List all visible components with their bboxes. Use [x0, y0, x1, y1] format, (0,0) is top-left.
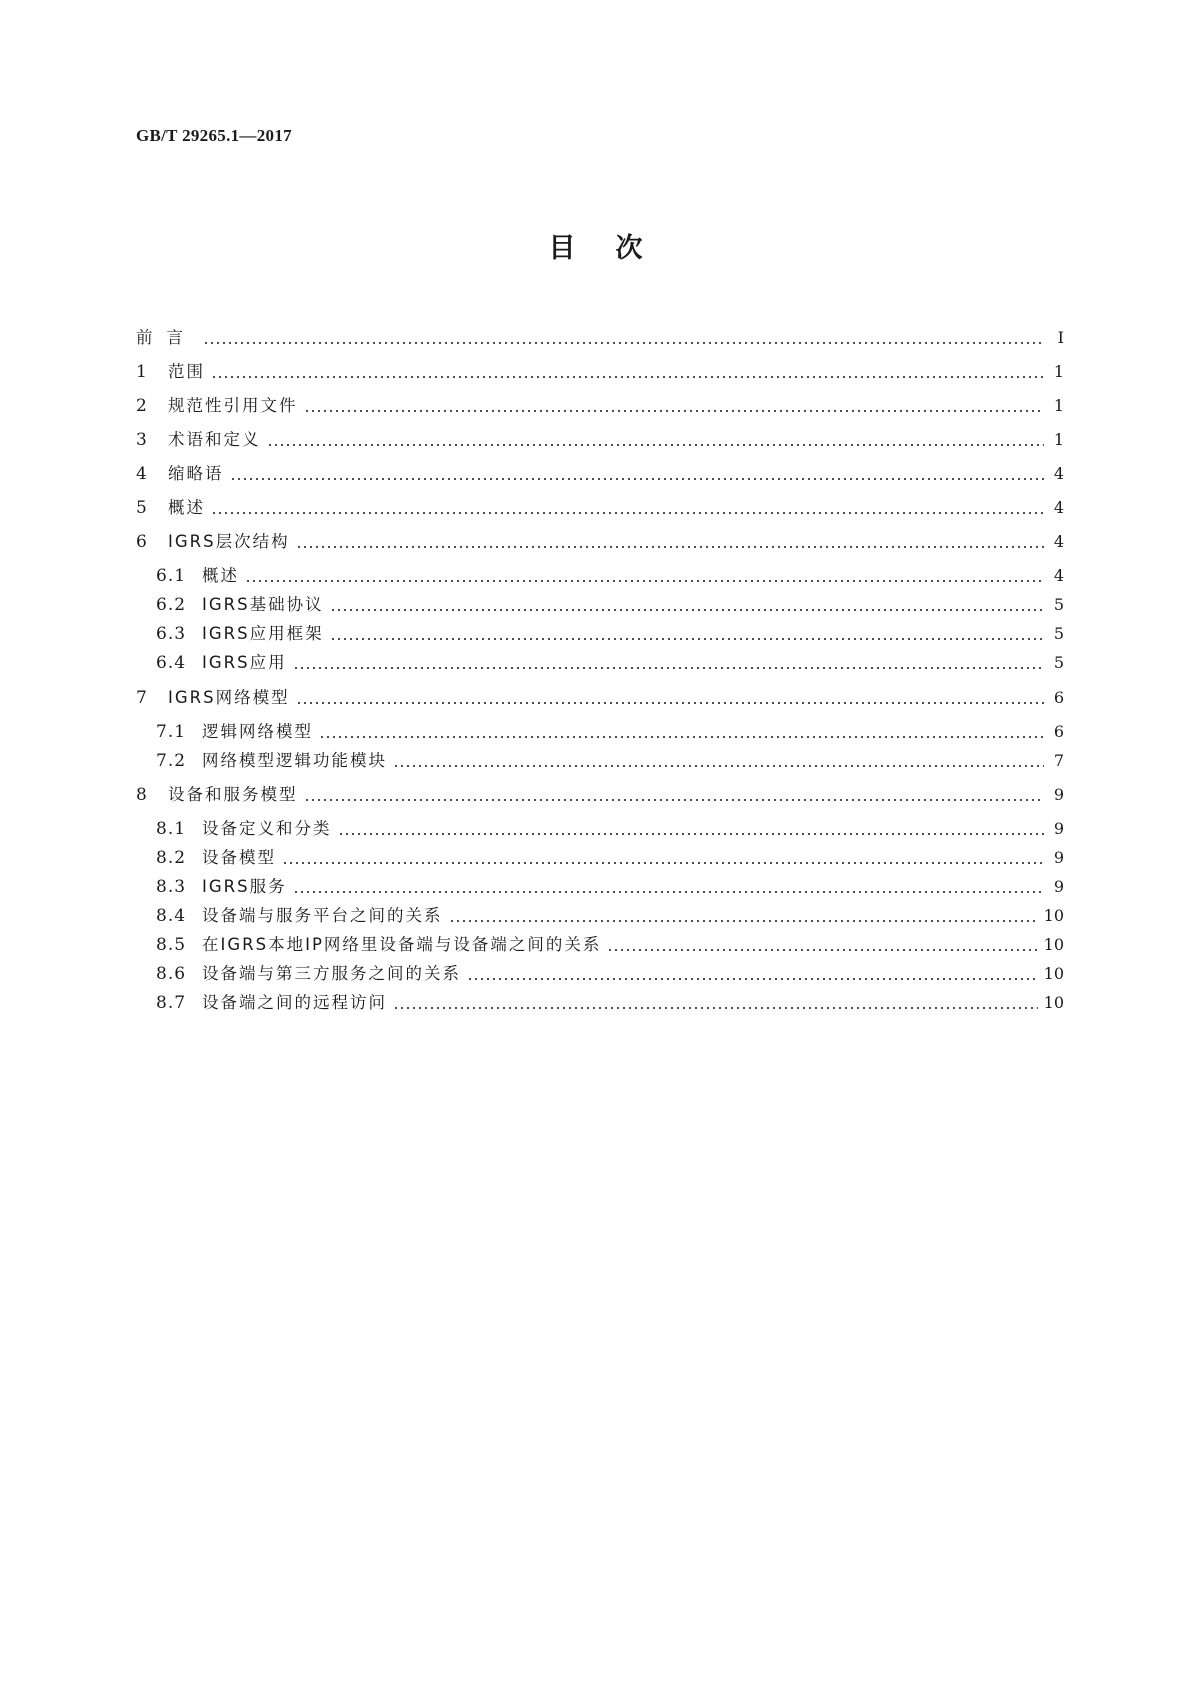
toc-entry-label: IGRS应用: [202, 653, 287, 672]
toc-entry-label: 设备定义和分类: [202, 819, 332, 838]
toc-entry[interactable]: [156, 749, 1064, 773]
toc-entry-page: 4: [1053, 498, 1064, 517]
toc-entry-page: 9: [1053, 848, 1064, 867]
toc-entry-label: 范围: [168, 362, 205, 381]
dot-leader: [393, 765, 1044, 767]
dot-leader: [607, 949, 1037, 951]
toc-entry-label: IGRS网络模型: [168, 688, 290, 707]
toc-entry-number: 6.4: [156, 653, 187, 673]
dot-leader: [338, 833, 1045, 835]
standard-code: GB/T 29265.1—2017: [136, 126, 292, 145]
dot-leader: [449, 920, 1038, 922]
toc-entry-label: 在IGRS本地IP网络里设备端与设备端之间的关系: [202, 935, 602, 954]
dot-leader: [304, 799, 1045, 801]
toc-entry-label: 设备端与第三方服务之间的关系: [202, 964, 461, 983]
dot-leader: [293, 891, 1044, 893]
toc-entry-page: 5: [1053, 595, 1064, 614]
toc-entry-label: 规范性引用文件: [168, 396, 298, 415]
dot-leader: [319, 736, 1044, 738]
toc-entry-page: 9: [1053, 785, 1064, 804]
dot-leader: [230, 478, 1045, 480]
dot-leader: [296, 546, 1044, 548]
toc-entry-number: 8.2: [156, 848, 187, 868]
toc-entry-number: 8.5: [156, 935, 187, 955]
toc-entry-number: 7.1: [156, 722, 187, 742]
toc-entry[interactable]: [156, 593, 1064, 617]
toc-entry[interactable]: [136, 530, 1064, 554]
toc-entry-number: 4: [136, 464, 147, 484]
dot-leader: [267, 444, 1045, 446]
toc-entry-page: 4: [1053, 464, 1064, 483]
toc-entry-page: 4: [1053, 532, 1064, 551]
dot-leader: [203, 342, 1044, 344]
toc-entry[interactable]: [156, 720, 1064, 744]
toc-entry[interactable]: [156, 991, 1064, 1015]
dot-leader: [296, 702, 1044, 704]
toc-entry-page: 10: [1043, 935, 1064, 954]
toc-entry-number: 6.3: [156, 624, 187, 644]
toc-entry-label: 逻辑网络模型: [202, 722, 313, 741]
toc-entry[interactable]: [156, 904, 1064, 928]
dot-leader: [282, 862, 1044, 864]
dot-leader: [293, 667, 1044, 669]
toc-title: 目次: [548, 233, 683, 264]
toc-entry-page: 1: [1053, 430, 1064, 449]
toc-entry[interactable]: [156, 564, 1064, 588]
dot-leader: [393, 1007, 1038, 1009]
toc-entry-label: 缩略语: [168, 464, 224, 483]
toc-entry-label: 概述: [202, 566, 239, 585]
toc-entry-page: 10: [1043, 964, 1064, 983]
toc-entry[interactable]: [156, 875, 1064, 899]
toc-entry-label: 设备端之间的远程访问: [202, 993, 387, 1012]
toc-entry-label: IGRS应用框架: [202, 624, 324, 643]
toc-entry-page: 10: [1043, 906, 1064, 925]
toc-entry-label: 设备模型: [202, 848, 276, 867]
toc-entry-label: 术语和定义: [168, 430, 261, 449]
toc-entry-number: 8: [136, 785, 147, 805]
toc-entry-number: 5: [136, 498, 147, 518]
toc-entry-number: 8.3: [156, 877, 187, 897]
toc-entry[interactable]: [136, 428, 1064, 452]
toc-entry[interactable]: [156, 962, 1064, 986]
toc-entry[interactable]: [136, 326, 1064, 350]
toc-entry[interactable]: [156, 817, 1064, 841]
toc-entry-label: 设备和服务模型: [168, 785, 298, 804]
toc-entry-page: 5: [1053, 624, 1064, 643]
dot-leader: [467, 978, 1038, 980]
toc-entry[interactable]: [156, 933, 1064, 957]
toc-entry-label: IGRS服务: [202, 877, 287, 896]
toc-entry-number: 8.1: [156, 819, 187, 839]
toc-entry[interactable]: [156, 846, 1064, 870]
toc-entry-number: 8.6: [156, 964, 187, 984]
toc-entry-label: 设备端与服务平台之间的关系: [202, 906, 443, 925]
toc-entry-number: 6: [136, 532, 147, 552]
toc-entry-page: 7: [1053, 751, 1064, 770]
toc-entry-page: 1: [1053, 362, 1064, 381]
toc-entry-page: 10: [1043, 993, 1064, 1012]
toc-entry-label: 网络模型逻辑功能模块: [202, 751, 387, 770]
toc-entry-label: 前言: [136, 328, 197, 347]
toc-entry-label: 概述: [168, 498, 205, 517]
toc-entry-number: 2: [136, 396, 147, 416]
dot-leader: [211, 376, 1044, 378]
toc-entry[interactable]: [136, 360, 1064, 384]
toc-entry-number: 7.2: [156, 751, 187, 771]
toc-entry-page: 9: [1053, 877, 1064, 896]
toc-entry-number: 1: [136, 362, 147, 382]
toc-entry-page: 6: [1053, 722, 1064, 741]
dot-leader: [211, 512, 1044, 514]
toc-entry-number: 7: [136, 688, 147, 708]
toc-entry[interactable]: [136, 686, 1064, 710]
toc-entry-number: 3: [136, 430, 147, 450]
dot-leader: [304, 410, 1045, 412]
dot-leader: [330, 638, 1044, 640]
toc-entry-label: IGRS基础协议: [202, 595, 324, 614]
toc-entry[interactable]: [136, 496, 1064, 520]
toc-entry-number: 8.4: [156, 906, 187, 926]
toc-entry-number: 6.1: [156, 566, 187, 586]
toc-entry-page: Ⅰ: [1057, 328, 1064, 347]
toc-entry-page: 4: [1053, 566, 1064, 585]
toc-entry[interactable]: [136, 394, 1064, 418]
toc-entry[interactable]: [136, 462, 1064, 486]
dot-leader: [330, 609, 1044, 611]
toc-entry[interactable]: [156, 622, 1064, 646]
toc-entry-page: 5: [1053, 653, 1064, 672]
toc-entry[interactable]: [156, 651, 1064, 675]
toc-entry-page: 1: [1053, 396, 1064, 415]
toc-entry-number: 8.7: [156, 993, 187, 1013]
toc-entry-number: 6.2: [156, 595, 187, 615]
dot-leader: [245, 580, 1044, 582]
toc-entry-page: 9: [1053, 819, 1064, 838]
toc-entry[interactable]: [136, 783, 1064, 807]
toc-entry-label: IGRS层次结构: [168, 532, 290, 551]
toc-entry-page: 6: [1053, 688, 1064, 707]
